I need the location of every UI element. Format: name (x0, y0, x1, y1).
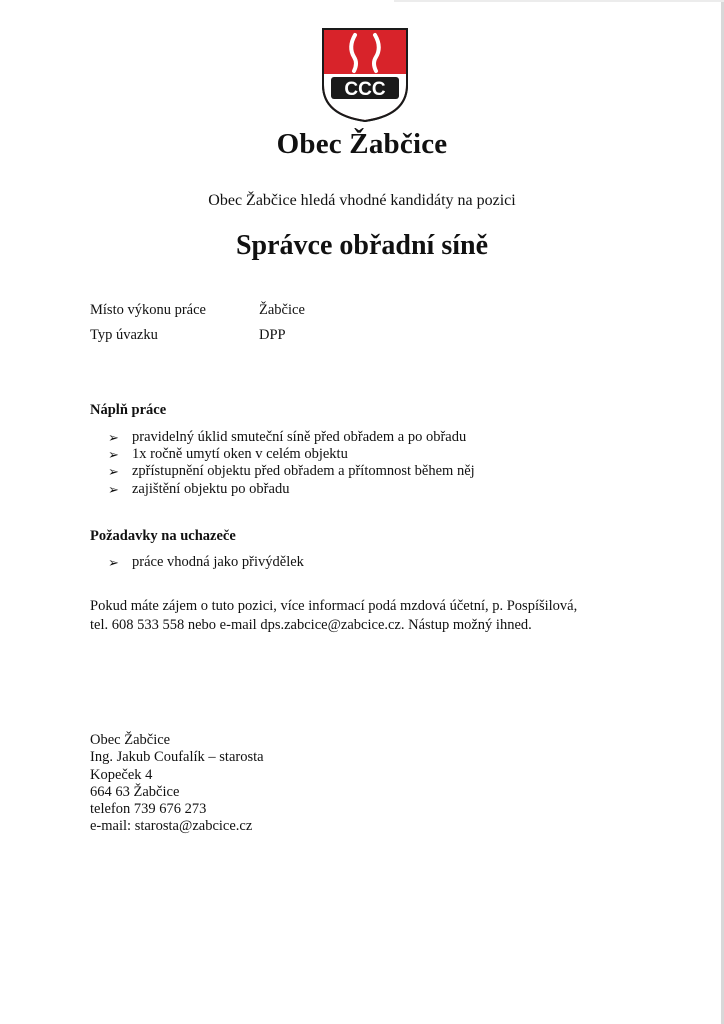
municipality-title: Obec Žabčice (276, 128, 448, 160)
job-info-table (90, 302, 490, 352)
contact-paragraph (90, 597, 630, 635)
info-row-location (90, 302, 490, 327)
paragraph-line: Pokud máte zájem o tuto pozici, více informací podá mzdová účetní, p. Pospíšilová, (90, 598, 578, 614)
signature-line: e-mail: starosta@zabcice.cz (90, 818, 253, 835)
paragraph-line: tel. 608 533 558 nebo e-mail dps.zabcice@zabcice.cz. Nástup možný ihned. (90, 617, 532, 633)
signature-line: Obec Žabčice (90, 732, 171, 748)
list-item: ➢ práce vhodná jako přivýdělek (108, 554, 304, 570)
arrow-bullet-icon: ➢ (108, 555, 119, 570)
job-title: Správce obřadní síně (235, 230, 489, 261)
signature-line: Kopeček 4 (90, 766, 153, 783)
list-item: ➢ zpřístupnění objektu před obřadem a přítomnost během něj (108, 463, 475, 480)
duties-list (108, 429, 475, 498)
coat-of-arms-icon (321, 27, 409, 123)
info-label: Místo výkonu práce (90, 302, 206, 318)
scan-edge-top (394, 0, 724, 2)
requirements-heading: Požadavky na uchazeče (90, 528, 236, 544)
info-value: DPP (259, 327, 286, 343)
info-value: Žabčice (259, 302, 305, 318)
crest-letters: CCC (344, 79, 386, 100)
list-item: ➢ zajištění objektu po obřadu (108, 480, 290, 497)
info-label: Typ úvazku (90, 327, 158, 343)
list-item: ➢ 1x ročně umytí oken v celém objektu (108, 446, 348, 463)
signature-line: Ing. Jakub Coufalík – starosta (90, 749, 264, 766)
signature-line: telefon 739 676 273 (90, 801, 207, 818)
signature-line: 664 63 Žabčice (90, 783, 180, 800)
arrow-bullet-icon: ➢ (108, 464, 119, 480)
list-item: ➢ pravidelný úklid smuteční síně před obřadem a po obřadu (108, 429, 467, 445)
intro-text: Obec Žabčice hledá vhodné kandidáty na pozici (208, 192, 516, 209)
arrow-bullet-icon: ➢ (108, 447, 119, 463)
arrow-bullet-icon: ➢ (108, 430, 119, 445)
info-row-contract-type (90, 327, 490, 352)
duties-heading: Náplň práce (90, 402, 167, 418)
arrow-bullet-icon: ➢ (108, 481, 119, 497)
signature-block (90, 732, 264, 836)
requirements-list (108, 554, 304, 571)
